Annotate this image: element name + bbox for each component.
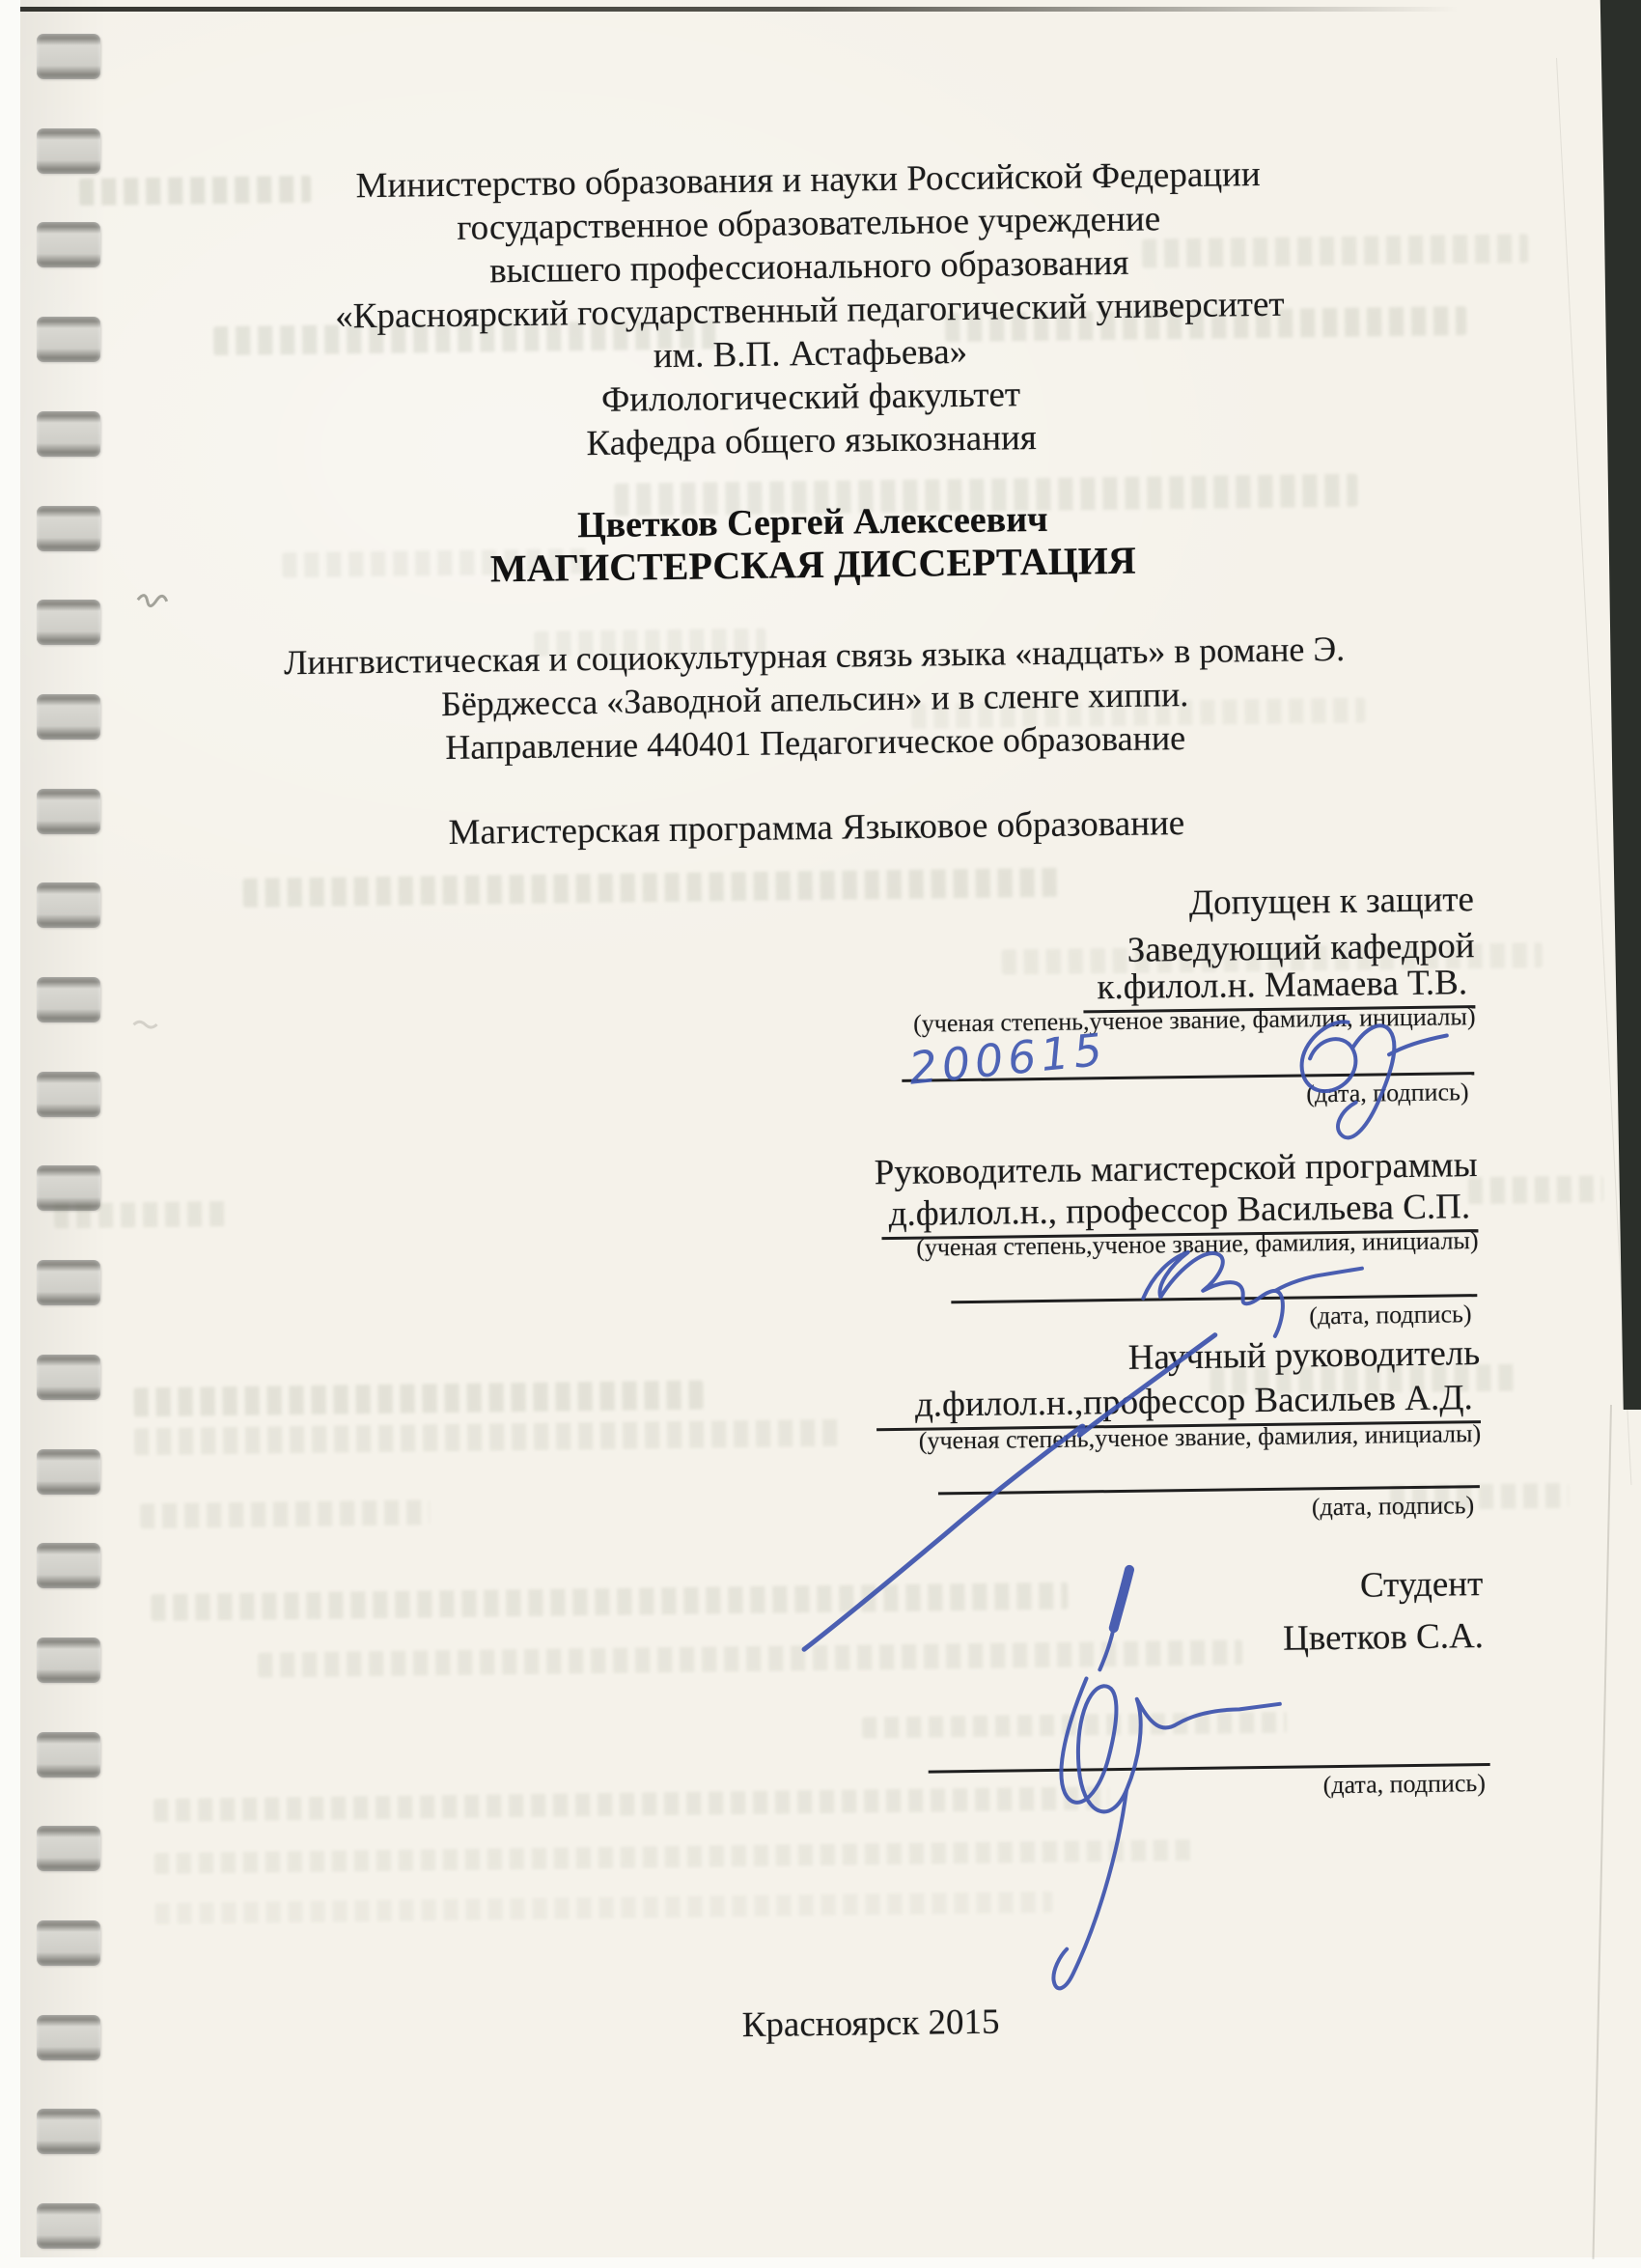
date-sign-caption: (дата, подпись): [1322, 1769, 1487, 1800]
institution-line: высшего профессионального образования: [488, 242, 1129, 292]
student-label: Студент: [1359, 1564, 1484, 1606]
advisor-label: Научный руководитель: [1127, 1333, 1481, 1378]
title-line: Лингвистическая и социокультурная связь языка «надцать» в романе Э.: [283, 629, 1346, 683]
date-sign-caption: (дата, подпись): [1309, 1300, 1472, 1330]
name-caption: (ученая степень,ученое звание, фамилия, инициалы): [912, 1002, 1476, 1038]
date-sign-caption: (дата, подпись): [1311, 1491, 1475, 1522]
university-line: им. В.П. Астафьева»: [653, 331, 968, 377]
university-line: «Красноярский государственный педагогический университет: [334, 284, 1285, 337]
program-line: Магистерская программа Языковое образование: [448, 803, 1185, 854]
direction-line: Направление 440401 Педагогическое образование: [445, 718, 1186, 768]
city-year-line: Красноярск 2015: [741, 2002, 1000, 2046]
department-line: Кафедра общего языкознания: [586, 418, 1038, 464]
faculty-line: Филологический факультет: [600, 375, 1021, 420]
program-head-name: д.филол.н., профессор Васильева С.П.: [1, 1186, 1478, 1246]
title-line: Бёрджесса «Заводной апельсин» и в сленге хиппи.: [440, 674, 1189, 724]
institution-line: государственное образовательное учреждение: [457, 199, 1161, 248]
author-name: Цветков Сергей Алексеевич: [576, 498, 1048, 546]
name-caption: (ученая степень,ученое звание, фамилия, инициалы): [918, 1419, 1482, 1455]
date-sign-caption: (дата, подпись): [1306, 1078, 1469, 1108]
student-name: Цветков С.А.: [1282, 1616, 1485, 1659]
program-head-label: Руководитель магистерской программы: [874, 1145, 1478, 1193]
handwritten-date: 200615: [906, 1022, 1110, 1095]
document-type: МАГИСТЕРСКАЯ ДИССЕРТАЦИЯ: [489, 538, 1136, 591]
department-head-name: к.филол.н. Мамаева Т.В.: [0, 962, 1475, 1022]
admitted-line: Допущен к защите: [1188, 880, 1475, 923]
ministry-line: Министерство образования и науки Российской Федерации: [355, 154, 1261, 207]
head-of-department-line: Заведующий кафедрой: [1126, 926, 1475, 970]
name-caption: (ученая степень,ученое звание, фамилия, инициалы): [916, 1226, 1479, 1262]
advisor-name: д.филол.н.,профессор Васильев А.Д.: [4, 1377, 1481, 1438]
